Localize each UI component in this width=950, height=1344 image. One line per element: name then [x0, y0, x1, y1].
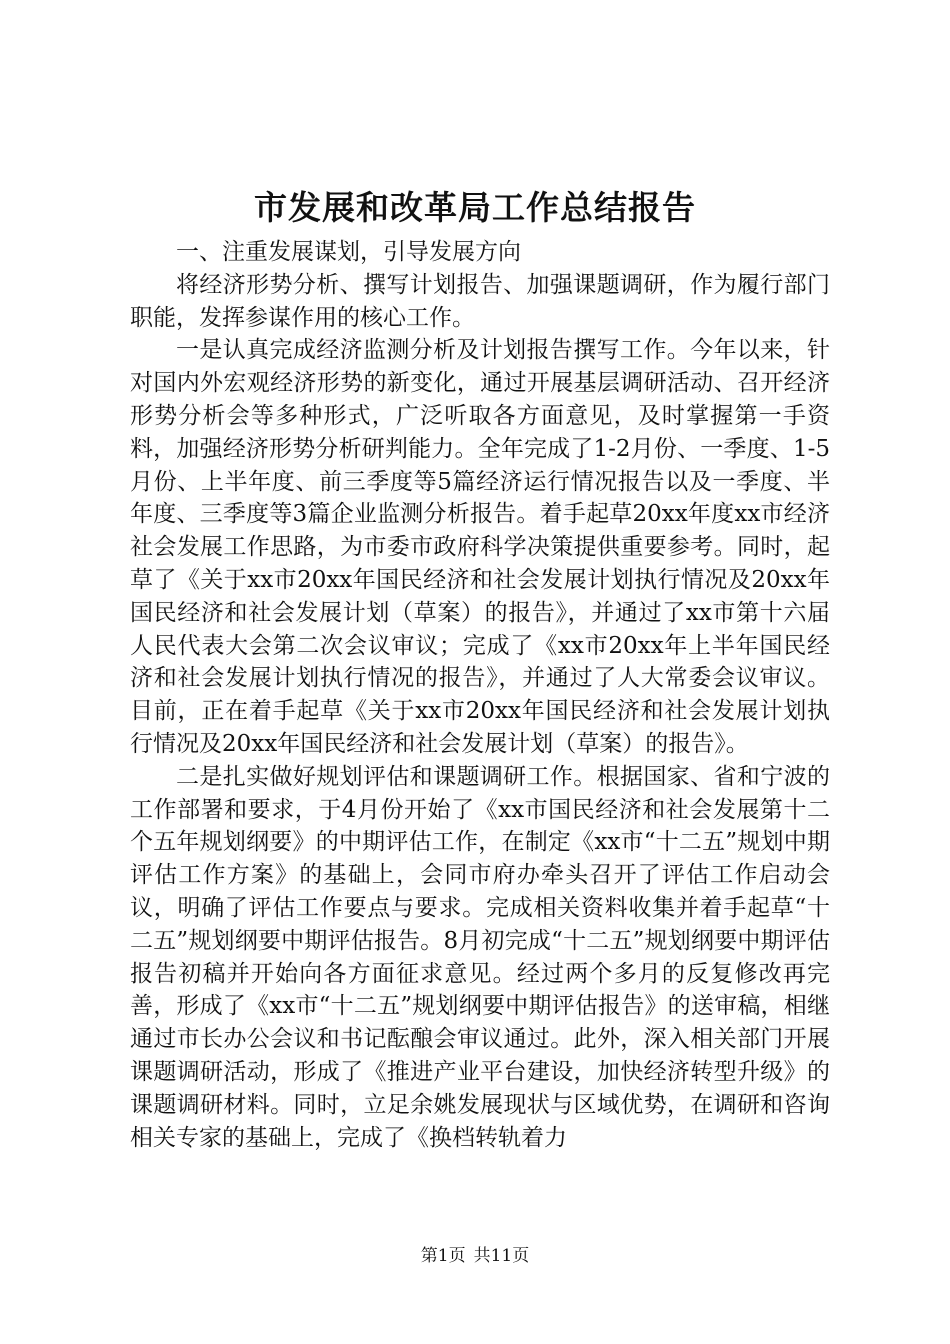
- paragraph: 二是扎实做好规划评估和课题调研工作。根据国家、省和宁波的工作部署和要求，于4月份开始了《xx市国民经济和社会发展第十二个五年规划纲要》的中期评估工作，在制定《xx市“十二五”规划中期评估工作方案》的基础上，会同市府办牵头召开了评估工作启动会议，明确了评估工作要点与要求。完成相关资料收集并着手起草“十二五”规划纲要中期评估报告。8月初完成“十二五”规划纲要中期评估报告初稿并开始向各方面征求意见。经过两个多月的反复修改再完善，形成了《xx市“十二五”规划纲要中期评估报告》的送审稿，相继通过市长办公会议和书记酝酿会审议通过。此外，深入相关部门开展课题调研活动，形成了《推进产业平台建设，加快经济转型升级》的课题调研材料。同时，立足余姚发展现状与区域优势，在调研和咨询相关专家的基础上，完成了《换档转轨着力: [130, 763, 830, 1151]
- paragraph: 将经济形势分析、撰写计划报告、加强课题调研，作为履行部门职能，发挥参谋作用的核心工作。: [130, 271, 830, 331]
- page-total: 共11页: [473, 1246, 530, 1266]
- page-footer: [0, 1244, 950, 1268]
- document-title: 市发展和改革局工作总结报告: [254, 188, 696, 227]
- paragraph: 一是认真完成经济监测分析及计划报告撰写工作。今年以来，针对国内外宏观经济形势的新变化，通过开展基层调研活动、召开经济形势分析会等多种形式，广泛听取各方面意见，及时掌握第一手资料，加强经济形势分析研判能力。全年完成了1-2月份、一季度、1-5月份、上半年度、前三季度等5篇经济运行情况报告以及一季度、半年度、三季度等3篇企业监测分析报告。着手起草20xx年度xx市经济社会发展工作思路，为市委市政府科学决策提供重要参考。同时，起草了《关于xx市20xx年国民经济和社会发展计划执行情况及20xx年国民经济和社会发展计划（草案）的报告》，并通过了xx市第十六届人民代表大会第二次会议审议；完成了《xx市20xx年上半年国民经济和社会发展计划执行情况的报告》，并通过了人大常委会议审议。目前，正在着手起草《关于xx市20xx年国民经济和社会发展计划执行情况及20xx年国民经济和社会发展计划（草案）的报告》。: [130, 337, 830, 757]
- page-number: 第1页: [420, 1246, 466, 1266]
- section-heading: 一、注重发展谋划，引导发展方向: [176, 239, 521, 265]
- document-body: [130, 236, 830, 1154]
